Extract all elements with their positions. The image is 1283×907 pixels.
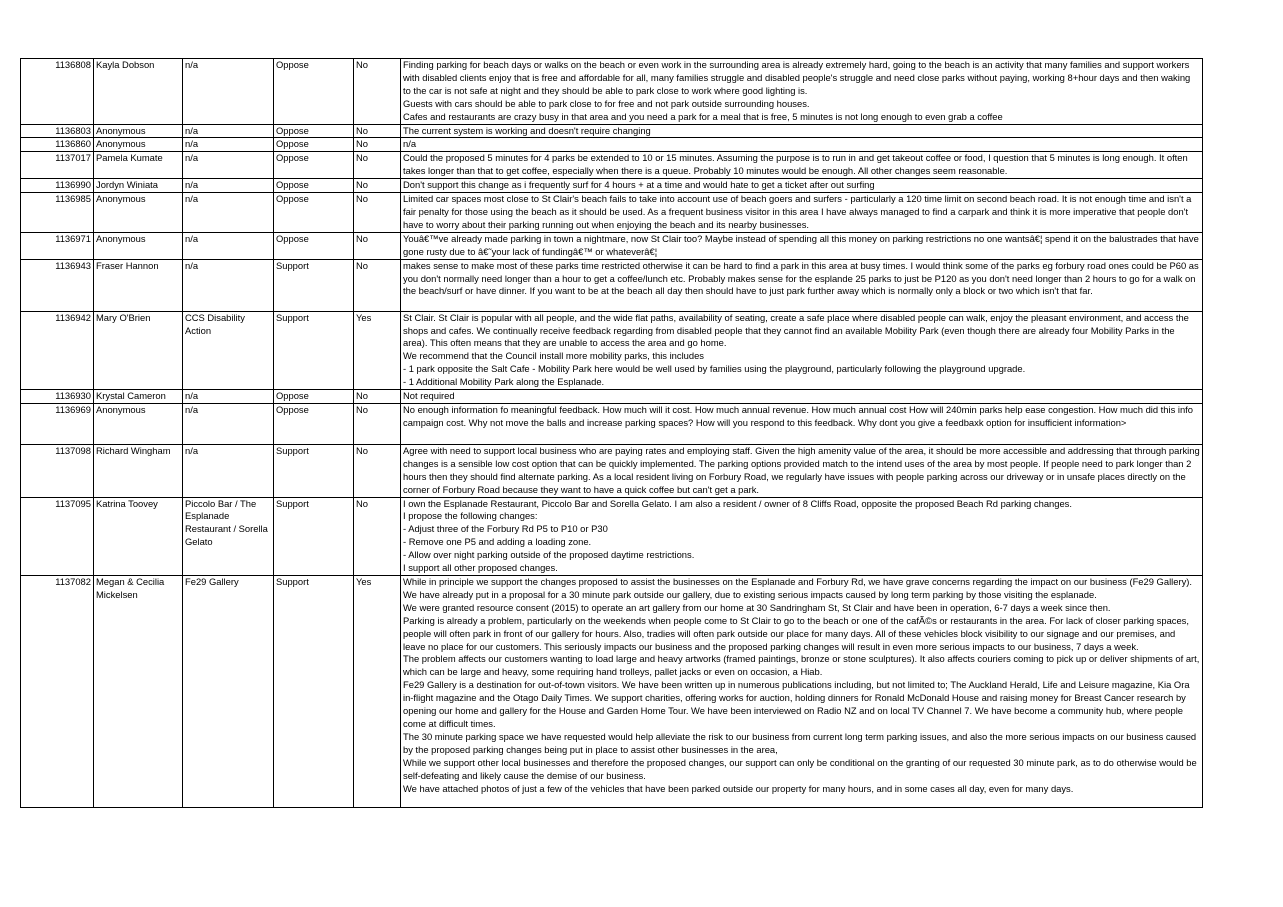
position-cell: Support	[274, 497, 354, 575]
position-cell: Oppose	[274, 403, 354, 444]
submitter-id-cell: 1136808	[21, 59, 94, 125]
submitter-id-cell: 1136969	[21, 403, 94, 444]
submitter-name-cell: Krystal Cameron	[94, 390, 183, 404]
submitter-id-cell: 1136985	[21, 193, 94, 233]
table-row	[21, 232, 1203, 259]
submitter-name-cell: Anonymous	[94, 124, 183, 138]
organisation-cell: n/a	[183, 179, 274, 193]
organisation-cell: n/a	[183, 444, 274, 497]
organisation-cell: n/a	[183, 232, 274, 259]
submissions-table	[20, 58, 1203, 808]
comment-cell	[401, 259, 1203, 311]
table-row	[21, 311, 1203, 389]
wish-to-be-heard-cell: No	[354, 152, 401, 179]
comment-paragraph: - 1 Additional Mobility Park along the Esplanade.	[403, 376, 605, 388]
wish-to-be-heard-cell: No	[354, 124, 401, 138]
comment-cell	[401, 179, 1203, 193]
wish-to-be-heard-cell: No	[354, 232, 401, 259]
comment-paragraph: While in principle we support the changes proposed to assist the businesses on the Esplanade and Forbury Rd, we have grave concerns regarding the impact on our business (Fe29 Gallery). We have already put in a proposal for a 30 minute park outside our gallery, due to existing serious impacts caused by long term parking by those visiting the esplanade.	[403, 576, 1192, 600]
comment-paragraph: Limited car spaces most close to St Clair's beach fails to take into account use of beach goers and surfers - particularly a 120 time limit on second beach road. It is not enough time and isn't a fair penalty for those using the beach as it should be used. As a frequent business visitor in this area I have always managed to find a carpark and think it is more imperative that people don't have to worry about their parking running out when enjoying the beach and its nearby businesses.	[403, 193, 1192, 230]
wish-to-be-heard-cell: No	[354, 497, 401, 575]
comment-cell	[401, 124, 1203, 138]
submitter-name-cell: Anonymous	[94, 138, 183, 152]
comment-paragraph: - Adjust three of the Forbury Rd P5 to P10 or P30	[403, 523, 608, 535]
organisation-cell: n/a	[183, 138, 274, 152]
position-cell: Oppose	[274, 152, 354, 179]
submitter-id-cell: 1136990	[21, 179, 94, 193]
comment-paragraph: Agree with need to support local business who are paying rates and employing staff. Given the high amenity value of the area, it should be more accessible and addressing that through parking changes is a sensible low cost option that can be quickly implemented. The parking options provided match to the intend uses of the area by most people. If people need to park longer than 2 hours then they should find alternate parking. As a local resident living on Forbury Road, we regularly have issues with people parking across our driveway or in unsafe places directly on the corner of Forbury Road because they want to have a quick coffee but can't get a park.	[403, 444, 1200, 495]
comment-cell	[401, 311, 1203, 389]
submitter-name-cell: Mary O'Brien	[94, 311, 183, 389]
comment-cell	[401, 59, 1203, 125]
comment-cell	[401, 403, 1203, 444]
wish-to-be-heard-cell: No	[354, 193, 401, 233]
submissions-table-body	[21, 59, 1203, 808]
comment-paragraph: I propose the following changes:	[403, 510, 538, 522]
comment-paragraph: Cafes and restaurants are crazy busy in that area and you need a park for a meal that is free, 5 minutes is not long enough to even grab a coffee	[403, 110, 1003, 122]
comment-paragraph: The problem affects our customers wanting to load large and heavy artworks (framed paintings, bronze or stone sculptures). It also affects couriers coming to pick up or deliver shipments of art, which can be large and heavy, some requiring hand trolleys, pallet jacks or even on occasion, a Hiab.	[403, 653, 1200, 678]
table-row	[21, 259, 1203, 311]
position-cell: Oppose	[274, 138, 354, 152]
comment-paragraph: - 1 park opposite the Salt Cafe - Mobility Park here would be well used by families using the playground, particularly following the playground upgrade.	[403, 363, 1026, 375]
submitter-id-cell: 1136803	[21, 124, 94, 138]
organisation-cell: n/a	[183, 403, 274, 444]
submitter-name-cell: Anonymous	[94, 193, 183, 233]
position-cell: Oppose	[274, 193, 354, 233]
wish-to-be-heard-cell: Yes	[354, 576, 401, 808]
organisation-cell: CCS Disability Action	[183, 311, 274, 389]
comment-paragraph: Not required	[403, 390, 455, 402]
position-cell: Support	[274, 259, 354, 311]
organisation-cell: n/a	[183, 152, 274, 179]
comment-cell	[401, 497, 1203, 575]
comment-paragraph: Youâ€™ve already made parking in town a nightmare, now St Clair too? Maybe instead of spending all this money on parking restrictions no one wantsâ€¦ spend it on the balustrades that have gone rusty due to â€˜your lack of fundingâ€™ or whateverâ€¦	[403, 232, 1199, 257]
comment-paragraph: I support all other proposed changes.	[403, 562, 558, 574]
comment-paragraph: - Allow over night parking outside of the proposed daytime restrictions.	[403, 549, 695, 561]
comment-paragraph: n/a	[403, 138, 417, 150]
comment-paragraph: Don't support this change as i frequently surf for 4 hours + at a time and would hate to get a ticket after out surfing	[403, 179, 875, 191]
submitter-id-cell: 1136942	[21, 311, 94, 389]
submitter-name-cell: Pamela Kumate	[94, 152, 183, 179]
comment-paragraph: makes sense to make most of these parks time restricted otherwise it can be hard to find a park in this area at busy times. I would think some of the parks eg forbury road ones could be P60 as you don't normally need longer than a hour to get a coffee/lunch etc. Probably makes sense for the esplande 25 parks to just be P120 as you don't need longer than 2 hours to go for a walk on the beach/surf or have dinner. If you want to be at the beach all day then should have to just park further away which is normally only a block or two which isn't that far.	[403, 259, 1199, 297]
comment-cell	[401, 232, 1203, 259]
position-cell: Support	[274, 311, 354, 389]
submitter-id-cell: 1137017	[21, 152, 94, 179]
comment-paragraph: St Clair. St Clair is popular with all people, and the wide flat paths, availability of seating, create a safe place where disabled people can walk, enjoy the pleasant environment, and access the shops and cafes. We continually receive feedback regarding from disabled people that they cannot find an available Mobility Park (even though there are already four Mobility Parks in the area). This often means that they are unable to access the area and go home.	[403, 311, 1189, 349]
organisation-cell: n/a	[183, 259, 274, 311]
submitter-name-cell: Megan & Cecilia Mickelsen	[94, 576, 183, 808]
comment-paragraph: Parking is already a problem, particularly on the weekends when people come to St Clair to go to the beach or one of the cafÃ©s or restaurants in the area. For lack of closer parking spaces, people will often park in front of our gallery for hours. Also, tradies will often park outside our place for many days. All of these vehicles block visibility to our signage and our premises, and leave no place for our customers. This seriously impacts our business and the proposed parking changes will result in even more serious impacts to our business, 7 days a week.	[403, 614, 1189, 652]
table-row	[21, 444, 1203, 497]
organisation-cell: Piccolo Bar / The Esplanade Restaurant / Sorella Gelato	[183, 497, 274, 575]
submitter-name-cell: Katrina Toovey	[94, 497, 183, 575]
comment-paragraph: No enough information fo meaningful feedback. How much will it cost. How much annual revenue. How much annual cost How will 240min parks help ease congestion. How much did this info campaign cost. Why not move the balls and increase parking spaces? How will you respond to this feedback. Why dont you give a feedbaxk option for insufficient information>	[403, 403, 1193, 428]
table-row	[21, 390, 1203, 404]
submitter-name-cell: Anonymous	[94, 232, 183, 259]
comment-cell	[401, 576, 1203, 808]
comment-paragraph: While we support other local businesses and therefore the proposed changes, our support can only be conditional on the granting of our requested 30 minute park, as to do otherwise would be self-defeating and likely cause the demise of our business.	[403, 756, 1197, 781]
wish-to-be-heard-cell: No	[354, 403, 401, 444]
wish-to-be-heard-cell: No	[354, 390, 401, 404]
table-row	[21, 179, 1203, 193]
submitter-id-cell: 1136971	[21, 232, 94, 259]
submitter-id-cell: 1137098	[21, 444, 94, 497]
comment-cell	[401, 193, 1203, 233]
comment-paragraph: The 30 minute parking space we have requested would help alleviate the risk to our business from current long term parking issues, and also the more serious impacts on our business caused by the proposed parking changes being put in place to assist other businesses in the area,	[403, 730, 1197, 755]
comment-paragraph: We have attached photos of just a few of the vehicles that have been parked outside our property for many hours, and in some cases all day, even for many days.	[403, 782, 1074, 794]
organisation-cell: n/a	[183, 59, 274, 125]
submitter-name-cell: Jordyn Winiata	[94, 179, 183, 193]
submitter-id-cell: 1137095	[21, 497, 94, 575]
comment-cell	[401, 152, 1203, 179]
comment-cell	[401, 138, 1203, 152]
comment-cell	[401, 390, 1203, 404]
submitter-id-cell: 1136860	[21, 138, 94, 152]
table-row	[21, 193, 1203, 233]
submitter-name-cell: Richard Wingham	[94, 444, 183, 497]
comment-paragraph: - Remove one P5 and adding a loading zone.	[403, 536, 592, 548]
comment-paragraph: I own the Esplanade Restaurant, Piccolo Bar and Sorella Gelato. I am also a resident / owner of 8 Cliffs Road, opposite the proposed Beach Rd parking changes.	[403, 497, 1072, 509]
organisation-cell: n/a	[183, 124, 274, 138]
submitter-name-cell: Kayla Dobson	[94, 59, 183, 125]
comment-paragraph: The current system is working and doesn't require changing	[403, 124, 651, 136]
wish-to-be-heard-cell: Yes	[354, 311, 401, 389]
position-cell: Oppose	[274, 232, 354, 259]
wish-to-be-heard-cell: No	[354, 259, 401, 311]
comment-paragraph: We were granted resource consent (2015) to operate an art gallery from our home at 30 Sandringham St, St Clair and have been in operation, 6-7 days a week since then.	[403, 601, 1111, 613]
table-row	[21, 138, 1203, 152]
table-row	[21, 576, 1203, 808]
table-row	[21, 497, 1203, 575]
wish-to-be-heard-cell: No	[354, 59, 401, 125]
comment-paragraph: Fe29 Gallery is a destination for out-of-town visitors. We have been written up in numerous publications including, but not limited to; The Auckland Herald, Life and Leisure magazine, Kia Ora in-flight magazine and the Otago Daily Times. We support charities, offering works for auction, holding dinners for Ronald McDonald House and raising money for Breast Cancer research by opening our home and gallery for the House and Garden Home Tour. We have been interviewed on Radio NZ and on local TV Channel 7. We have become a community hub, where people come at difficult times.	[403, 679, 1190, 729]
submitter-id-cell: 1136943	[21, 259, 94, 311]
submitter-name-cell: Fraser Hannon	[94, 259, 183, 311]
position-cell: Support	[274, 444, 354, 497]
table-row	[21, 59, 1203, 125]
position-cell: Oppose	[274, 124, 354, 138]
submitter-name-cell: Anonymous	[94, 403, 183, 444]
position-cell: Support	[274, 576, 354, 808]
comment-cell	[401, 444, 1203, 497]
table-row	[21, 403, 1203, 444]
position-cell: Oppose	[274, 59, 354, 125]
submitter-id-cell: 1136930	[21, 390, 94, 404]
submitter-id-cell: 1137082	[21, 576, 94, 808]
position-cell: Oppose	[274, 179, 354, 193]
organisation-cell: Fe29 Gallery	[183, 576, 274, 808]
wish-to-be-heard-cell: No	[354, 444, 401, 497]
comment-paragraph: Finding parking for beach days or walks on the beach or even work in the surrounding area is already extremely hard, going to the beach is an activity that many families and support workers with disabled clients enjoy that is free and affordable for all, many families struggle and disabled people's struggle and need close parks without paying, working 8+hour days and then waking to the car is not safe at night and they should be able to park close to work where good lighting is.	[403, 59, 1191, 96]
organisation-cell: n/a	[183, 193, 274, 233]
comment-paragraph: Guests with cars should be able to park close to for free and not park outside surrounding houses.	[403, 97, 810, 109]
organisation-cell: n/a	[183, 390, 274, 404]
comment-paragraph: We recommend that the Council install more mobility parks, this includes	[403, 350, 704, 362]
wish-to-be-heard-cell: No	[354, 179, 401, 193]
wish-to-be-heard-cell: No	[354, 138, 401, 152]
position-cell: Oppose	[274, 390, 354, 404]
table-row	[21, 124, 1203, 138]
table-row	[21, 152, 1203, 179]
comment-paragraph: Could the proposed 5 minutes for 4 parks be extended to 10 or 15 minutes. Assuming the purpose is to run in and get takeout coffee or food, I question that 5 minutes is long enough. It often takes longer than that to get coffee, especially when there is a queue. Probably 10 minutes would be enough. All other changes seem reasonable.	[403, 152, 1188, 177]
